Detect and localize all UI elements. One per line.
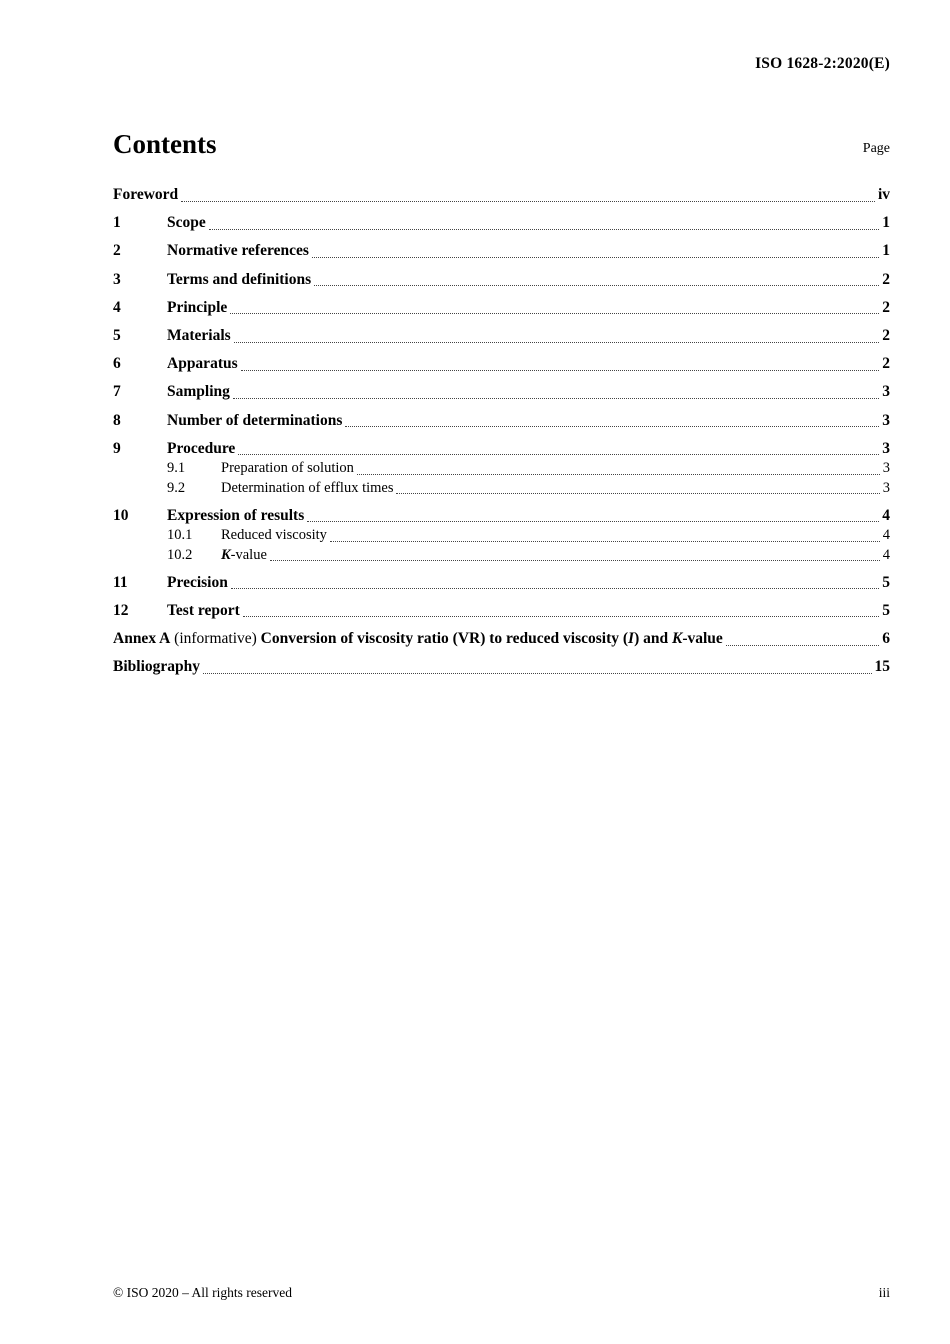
toc-entry-page: 4 [882,527,890,544]
toc-entry-title: Sampling [167,383,230,401]
toc-entry-number: 3 [113,270,121,288]
toc-entry-title: K-value [221,546,267,563]
toc-entry [113,658,890,677]
toc-entry [113,271,890,290]
copyright-notice: © ISO 2020 – All rights reserved [113,1285,292,1300]
toc-entry-number: 1 [113,214,121,232]
toc-entry-number: 10.2 [167,546,193,563]
toc-entry-title: Annex A (informative) Conversion of viscosity ratio (VR) to reduced viscosity (I) and K-value [113,630,723,647]
toc-entry [113,574,890,593]
toc-entry [113,507,890,526]
toc-entry-number: 9.1 [167,460,186,477]
toc-list [113,186,890,677]
toc-entry-number: 9 [113,439,121,457]
dotted-leader [209,214,880,230]
dotted-leader [238,440,879,456]
dotted-leader [233,383,879,399]
toc-entry-number: 10.1 [167,527,193,544]
toc-entry-title: Test report [167,601,240,619]
dotted-leader [396,480,879,494]
toc-entry [113,527,890,544]
toc-entry [113,186,890,205]
toc-entry-page: 3 [882,479,890,496]
dotted-leader [726,630,879,646]
page-footer [113,1285,890,1301]
page-title: Contents [113,129,217,159]
dotted-leader [314,271,879,287]
toc-entry-number: 11 [113,573,128,591]
toc-entry-title: Expression of results [167,506,305,524]
toc-entry [113,602,890,621]
toc-entry-number: 7 [113,383,121,401]
dotted-leader [231,574,879,590]
toc-entry-page: 3 [882,411,890,429]
toc-entry [113,214,890,233]
toc-entry-page: 2 [882,270,890,288]
dotted-leader [230,299,879,315]
toc-entry-number: 5 [113,326,121,344]
toc-entry-page: 5 [882,601,890,619]
toc-entry-title: Number of determinations [167,411,343,429]
toc-entry-title: Preparation of solution [221,460,354,477]
toc-entry [113,412,890,431]
dotted-leader [330,527,880,541]
dotted-leader [307,507,879,523]
toc-entry-page: 6 [882,630,890,647]
folio-page-number: iii [878,1285,890,1300]
toc-entry-page: iv [877,186,890,203]
toc-entry-page: 3 [882,383,890,401]
toc-entry [113,383,890,402]
toc-entry-title: Normative references [167,242,309,260]
dotted-leader [270,547,880,561]
dotted-leader [312,242,879,258]
toc-entry-title: Scope [167,214,206,232]
dotted-leader [234,327,880,343]
toc-entry-page: 4 [882,546,890,563]
dotted-leader [203,658,872,674]
toc-entry [113,440,890,459]
toc-entry-page: 5 [882,573,890,591]
toc-entry-page: 2 [882,298,890,316]
toc-entry-page: 3 [882,439,890,457]
toc-entry-number: 9.2 [167,479,186,496]
dotted-leader [357,460,880,474]
dotted-leader [241,355,880,371]
toc-entry-number: 8 [113,411,121,429]
toc-entry [113,242,890,261]
toc-entry-number: 2 [113,242,121,260]
toc-entry-page: 1 [882,242,890,260]
dotted-leader [243,602,879,618]
toc-entry-title: Materials [167,326,231,344]
dotted-leader [181,186,875,202]
toc-entry-title: Terms and definitions [167,270,312,288]
toc-header [113,130,890,160]
dotted-leader [345,412,879,428]
document-reference: ISO 1628-2:2020(E) [755,55,890,72]
toc-entry-title: Precision [167,573,228,591]
toc-entry [113,327,890,346]
toc-entry-title: Apparatus [167,355,238,373]
toc-entry [113,299,890,318]
toc-entry [113,460,890,477]
toc-entry-page: 2 [882,326,890,344]
toc-entry-title: Principle [167,298,228,316]
toc-entry-page: 3 [882,460,890,477]
toc-entry-title: Determination of efflux times [221,479,394,496]
toc-entry [113,630,890,649]
toc-entry-page: 4 [882,506,890,524]
toc-entry [113,355,890,374]
toc-entry-page: 15 [874,658,890,676]
toc-entry-title: Foreword [113,186,179,203]
toc-entry [113,547,890,564]
toc-entry-number: 10 [113,506,129,524]
toc-entry-number: 12 [113,601,129,619]
toc-entry-title: Procedure [167,439,236,457]
toc-entry-number: 4 [113,298,121,316]
toc-entry [113,480,890,497]
toc-entry-number: 6 [113,355,121,373]
toc-entry-title: Reduced viscosity [221,527,327,544]
toc-entry-page: 2 [882,355,890,373]
toc-entry-title: Bibliography [113,658,200,676]
toc-entry-page: 1 [882,214,890,232]
page-column-label: Page [862,140,890,156]
